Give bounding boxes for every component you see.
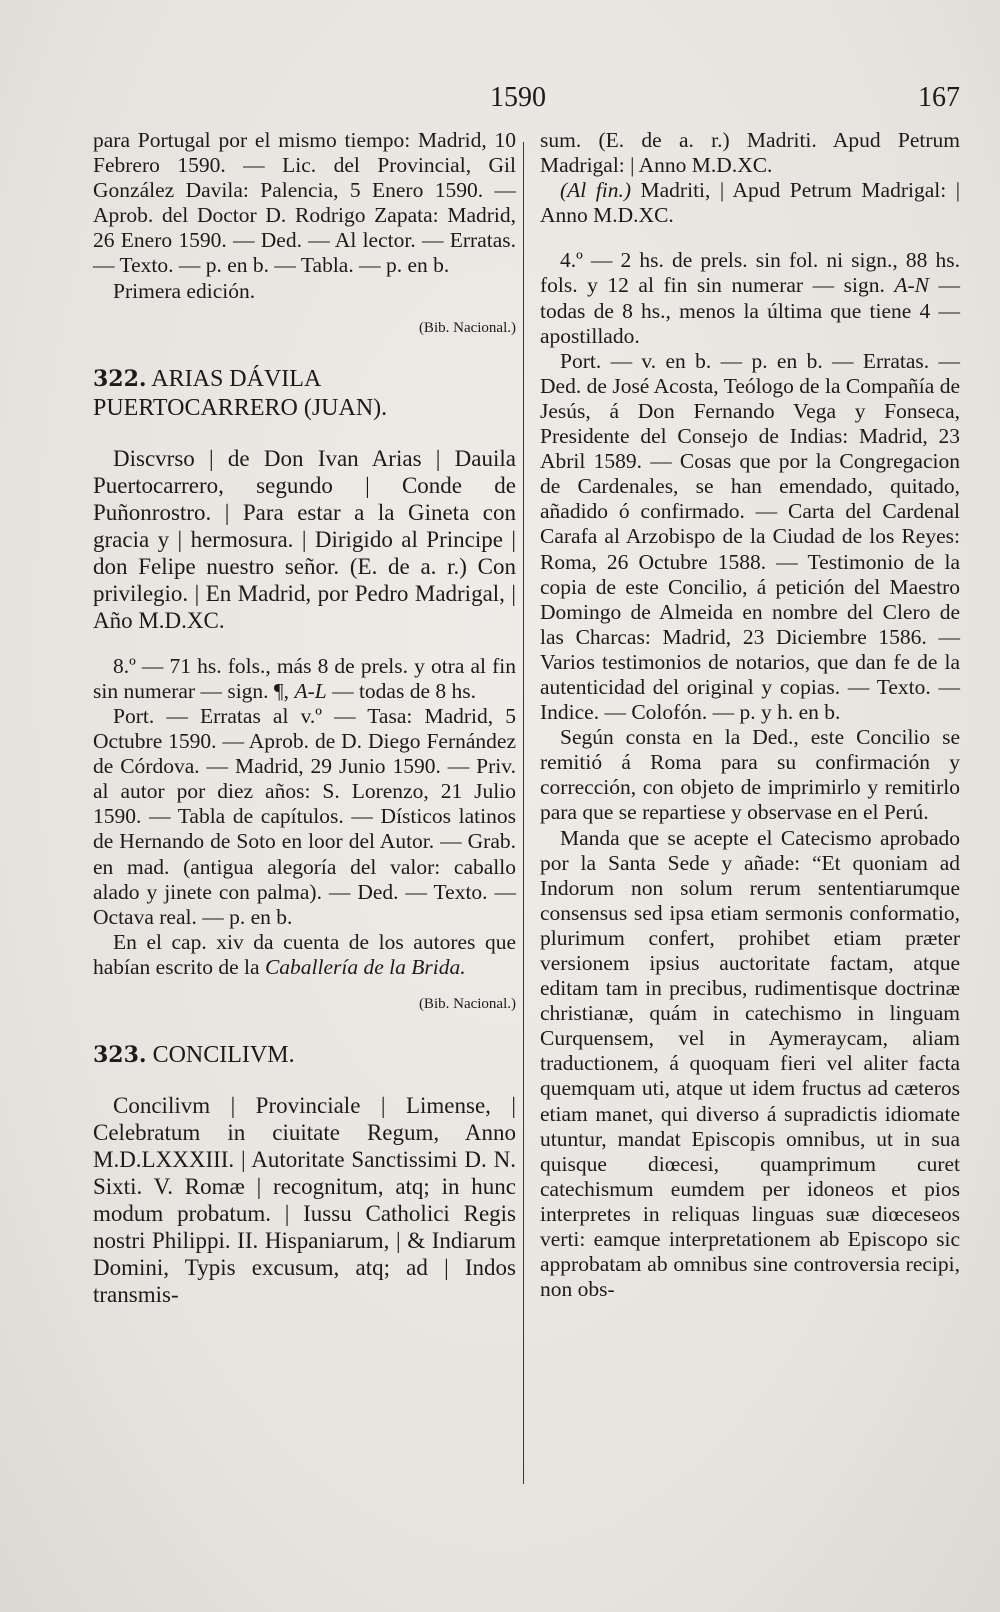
physical-description-text-end: — todas de 8 hs., menos la última que tiene 4 — apostillado. bbox=[540, 273, 960, 348]
physical-description-text: 8.º — 71 hs. fols., más 8 de prels. y otra al fin sin numerar — sign. ¶, bbox=[93, 653, 516, 703]
library-source: (Bib. Nacional.) bbox=[418, 995, 516, 1012]
entry-note-quote: Manda que se acepte el Catecismo aprobado por la Santa Sede y añade: “Et quoniam ad Indorum non solum rerum sententiarumque consensus sed ipsa etiam sermonis conformatio, plurimum confert, prohibet etiam præter versionem ipsius auctoritate factam, atque editam tam in precibus, rudimentisque doctrinæ christianæ, quám in catechismo in linguam Curquensem, vel in Aymeraycam, aliam traductionem, á quoquam fieri vel aliter facta quemquam uti, atque ut idem fructus ad cæteros etiam manet, qui diverso á supradictis idiomate utuntur, mandat Episcopis omnibus, ut in sua quisque diœcesi, quamprimum curet catechismum eumdem per idoneos et pios interpretes in reliquas linguas suæ diœceseos verti: eamque interpretationem ab Episcopo sic approbatam ab omnibus sine controversia recipi, non obs- bbox=[540, 825, 960, 1302]
entry-heading bbox=[93, 1041, 516, 1070]
entry-heading bbox=[93, 365, 516, 423]
entry-number: 322. bbox=[93, 365, 147, 392]
physical-description bbox=[540, 248, 960, 348]
page-number: 167 bbox=[918, 82, 960, 113]
signature-range: A-N bbox=[894, 273, 929, 298]
entry-note bbox=[93, 930, 516, 980]
contents-list: Port. — Erratas al v.º — Tasa: Madrid, 5 Octubre 1590. — Aprob. de D. Diego Fernández de Córdova. — Madrid, 29 Junio 1590. — Priv. al autor por diez años: S. Lorenzo, 21 Julio 1590. — Tabla de capítulos. — Dísticos latinos de Hernando de Soto en loor del Autor. — Grab. en mad. (antigua alegoría del valor: caballo alado y jinete con palma). — Ded. — Texto. — Octava real. — p. en b. bbox=[93, 703, 516, 929]
entry-note-text: En el cap. xiv da cuenta de los autores que habían escrito de la bbox=[93, 929, 516, 979]
physical-description-text-end: — todas de 8 hs. bbox=[326, 678, 476, 703]
physical-description-text: 4.º — 2 hs. de prels. sin fol. ni sign., 88 hs. fols. y 12 al fin sin numerar — sign. bbox=[540, 248, 960, 298]
colophon-label: (Al fin.) bbox=[560, 178, 632, 203]
entry-author: ARIAS DÁVILA PUERTOCARRERO (JUAN). bbox=[93, 365, 388, 421]
paragraph-continuation: para Portugal por el mismo tiempo: Madrid, 10 Febrero 1590. — Lic. del Provincial, Gil González Davila: Palencia, 5 Enero 1590. — Aprob. del Doctor D. Rodrigo Zapata: Madrid, 26 Enero 1590. — Ded. — Al lector. — Erratas. — Texto. — p. en b. — Tabla. — p. en b. bbox=[93, 128, 516, 278]
column-divider bbox=[523, 142, 524, 1484]
entry-note: Según consta en la Ded., este Concilio se remitió á Roma para su confirmación y corrección, con objeto de imprimirlo y remitirlo para que se repartiese y observase en el Perú. bbox=[540, 725, 960, 825]
title-transcription: Discvrso | de Don Ivan Arias | Dauila Puertocarrero, segundo | Conde de Puñonrostro. | Para estar a la Gineta con gracia y | hermosura. | Dirigido al Principe | don Felipe nuestro señor. (E. de a. r.) Con privilegio. | En Madrid, por Pedro Madrigal, | Año M.D.XC. bbox=[93, 445, 516, 633]
entry-author: CONCILIVM. bbox=[152, 1042, 295, 1069]
entry-number: 323. bbox=[93, 1042, 147, 1069]
edition-note: Primera edición. bbox=[113, 278, 256, 303]
left-column bbox=[93, 128, 516, 1308]
physical-description bbox=[93, 654, 516, 704]
colophon bbox=[540, 178, 960, 228]
signature-range: A-L bbox=[294, 678, 327, 703]
running-head-year: 1590 bbox=[490, 82, 546, 113]
title-continuation: sum. (E. de a. r.) Madriti. Apud Petrum Madrigal: | Anno M.D.XC. bbox=[540, 128, 960, 178]
contents-list: Port. — v. en b. — p. en b. — Erratas. — Ded. de José Acosta, Teólogo de la Compañía de Jesús, á Don Fernando Vega y Fonseca, Presidente del Consejo de Indias: Madrid, 23 Abril 1589. — Cosas que por la Congregacion de Cardenales, se han emendado, quitado, añadido ó confirmado. — Carta del Cardenal Carafa al Arzobispo de la Ciudad de los Reyes: Roma, 26 Octubre 1588. — Testimonio de la copia de este Concilio, á petición del Maestro Domingo de Almeida en nombre del Clero de las Charcas: Madrid, 23 Diciembre 1586. — Varios testimonios de notarios, que dan fe de la autenticidad del original y copias. — Texto. — Indice. — Colofón. — p. y h. en b. bbox=[540, 348, 960, 725]
title-transcription: Concilivm | Provinciale | Limense, | Celebratum in ciuitate Regum, Anno M.D.LXXXIII. | Autoritate Sanctissimi D. N. Sixti. V. Romæ | recognitum, atq; in hunc modum probatum. | Iussu Catholici Regis nostri Philippi. II. Hispaniarum, | & Indiarum Domini, Typis excusum, atq; ad | Indos transmis- bbox=[93, 1093, 516, 1308]
cited-title: Caballería de la Brida. bbox=[264, 954, 466, 979]
colophon-text: Madriti, | Apud Petrum Madrigal: | Anno M.D.XC. bbox=[540, 178, 961, 228]
library-source: (Bib. Nacional.) bbox=[418, 319, 516, 336]
right-column bbox=[540, 128, 960, 1302]
